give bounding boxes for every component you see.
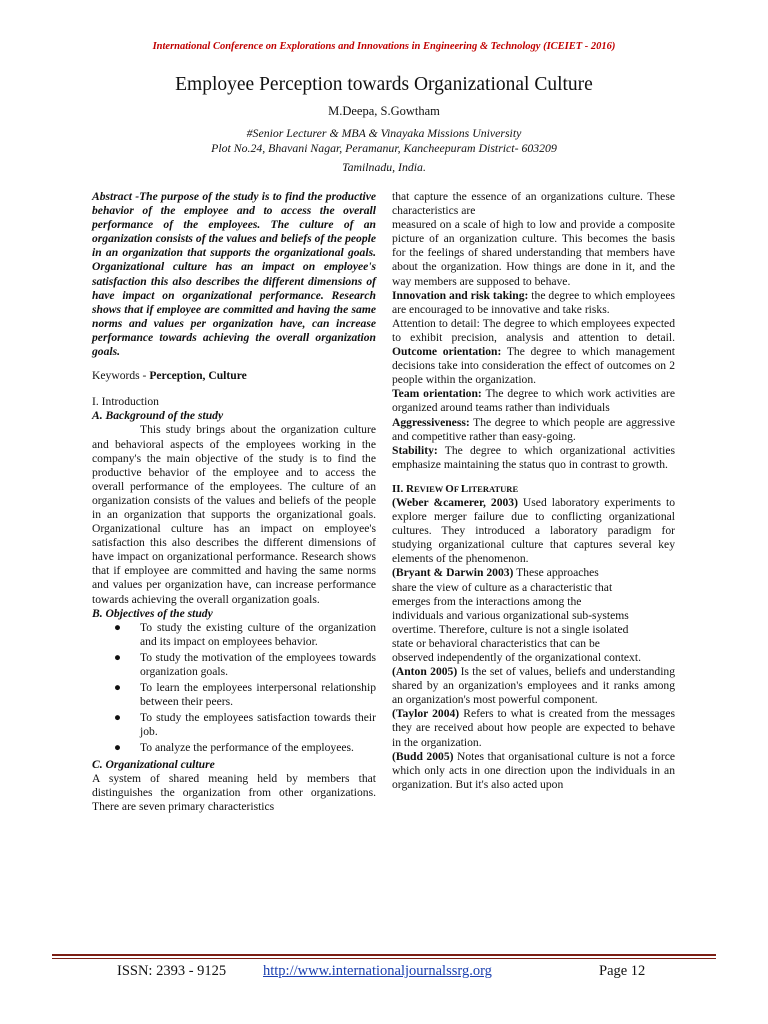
left-column [92,190,376,814]
characteristics-intro: that capture the essence of an organizations culture. These characteristics are [392,190,675,218]
objective-item: ● To analyze the performance of the employees. [114,741,354,755]
bullet-icon: ● [114,650,122,664]
aggressiveness-item: Aggressiveness: The degree to which people are aggressive and competitive rather than easy-going. [392,415,675,443]
section-introduction-heading: I. Introduction [92,395,159,409]
taylor-paragraph: (Taylor 2004) Refers to what is created from the messages they are received about how people are expected to behave in the organization. [392,707,675,749]
footer-rule-thick [52,954,716,956]
anton-paragraph: (Anton 2005) Is the set of values, beliefs and understanding shared by an organization's employees and it ranks among an organization's most powerful component. [392,665,676,707]
culture-paragraph: A system of shared meaning held by members that distinguishes the organization from other organizations. There are seven primary characteristics [92,771,376,813]
affiliation-block [0,126,768,175]
bullet-icon: ● [114,711,122,725]
abstract: Abstract -The purpose of the study is to find the productive behavior of the employee and to access the overall performance of the employees. The culture of an organization consists of the values and beliefs of the people in an organization that supports the organizational goals. Organizational culture has an impact on employee's satisfaction this also describes the different dimensions of have impact on organizational performance. Research shows that if employee are committed and having the same norms and values per organization have, can increase performance towards achieving the overall organization goals. [92,190,376,359]
budd-paragraph: (Budd 2005) Notes that organisational culture is not a force which only acts in one direction upon the individuals in an organization. But it's also acted upon [392,749,675,791]
subsection-culture-heading: C. Organizational culture [92,757,215,771]
bullet-icon: ● [114,741,122,755]
objective-item: ● To study the motivation of the employees towards organization goals. [114,650,376,678]
bullet-icon: ● [114,681,122,695]
affiliation-line-2: Plot No.24, Bhavani Nagar, Peramanur, Kancheepuram District- 603209 [211,141,557,155]
objectives-list [92,621,376,756]
stability-item: Stability: The degree to which organizational activities emphasize maintaining the status quo in contrast to growth. [392,443,675,471]
footer-page-number: Page 12 [599,963,646,979]
footer-url-link[interactable]: http://www.internationaljournalssrg.org [263,963,492,979]
subsection-background-heading: A. Background of the study [92,409,224,423]
keywords [92,369,376,383]
section-review-heading: II. REVIEW OF LITERATURE [392,482,519,495]
background-paragraph: This study brings about the organization culture and behavioral aspects of the employees working in the company's the main objective of the study is to find the productive behavior of the employee and to access the overall performance of the employees. The culture of an organization consists of the values and beliefs of the people in an organization that supports the organizational goals. Organizational culture has an impact on employee's satisfaction this also describes the different dimensions of have impact on organizational performance. Research shows that if employee are committed and having the same norms and values per organization have, can increase performance towards achieving the overall organization goals. [92,423,376,606]
objective-item: ● To study the employees satisfaction towards their job. [114,711,376,739]
affiliation-line-3: Tamilnadu, India. [342,160,426,174]
footer-issn: ISSN: 2393 - 9125 [117,963,227,979]
keywords-value: Perception, Culture [149,369,247,383]
paper-title: Employee Perception towards Organizational Culture [175,74,593,95]
footer-rule-thin [52,958,716,959]
objective-item: ● To study the existing culture of the organization and its impact on employees behavior. [114,620,376,648]
right-column [392,190,675,792]
bryant-paragraph: (Bryant & Darwin 2003) These approaches share the view of culture as a characteristic that emerges from the interactions among the individuals and various organizational sub-systems overtime. Therefore, culture is not a single isolated state or behavioral characteristics that can be observed independently of the organizational context. [392,566,641,664]
objective-item: ● To learn the employees interpersonal relationship between their peers. [114,681,376,709]
team-orientation-item: Team orientation: The degree to which work activities are organized around teams rather than individuals [392,387,675,415]
bullet-icon: ● [114,620,122,634]
affiliation-line-1: #Senior Lecturer & MBA & Vinayaka Missions University [246,126,522,140]
keywords-label: Keywords - [92,369,150,383]
innovation-item: Innovation and risk taking: the degree to which employees are encouraged to be innovative and take risks. [392,288,676,316]
subsection-objectives-heading: B. Objectives of the study [92,606,213,620]
paper-authors: M.Deepa, S.Gowtham [328,104,440,118]
weber-paragraph: (Weber &camerer, 2003) Used laboratory experiments to explore merger failure due to conflicting organizational cultures. They introduced a laboratory paradigm for studying organizational culture that captures several key elements of the phenomenon. [392,495,675,566]
characteristics-measure: measured on a scale of high to low and provide a composite picture of an organization culture. This becomes the basis for the feelings of shared understanding that members have about the organization. How things are done in it, and the way members are supposed to behave. [392,218,675,288]
conference-header: International Conference on Explorations and Innovations in Engineering & Technology (ICEIET - 2016) [152,41,616,52]
attention-outcome-item: Attention to detail: The degree to which employees expected to exhibit precision, analysis and attention to detail. Outcome orientation: The degree to which management decisions take into consideration the effect of outcomes on 2 people within the organization. [392,316,675,387]
